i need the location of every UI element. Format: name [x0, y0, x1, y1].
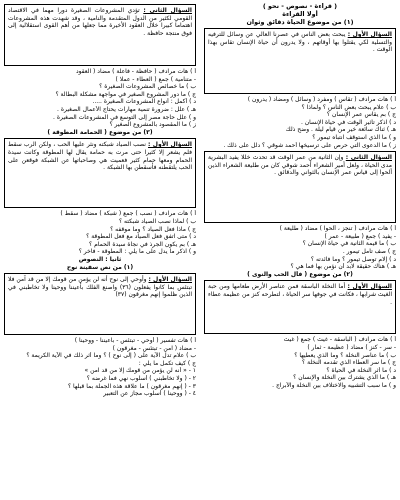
question-item: ب ) علام تدل الآية على ( إلى نوح ) ؟ وما أثر ذلك في الآية الكريمة ؟ — [26, 352, 196, 360]
question-item: هـ ) ما الذي يشترك بين النخلة والإنسان ؟ — [293, 374, 396, 382]
question-item: و ) علل حاجة مصر إلى التوسع في المشروعات الصغيرة . — [53, 113, 196, 121]
question-item: ج ) صف تأمل تيمور . — [342, 247, 396, 255]
question-box — [4, 4, 196, 66]
question-text: أما النخلة الباسقة فمن عناصر الأرض طعامها ومن حبة الغيث شرابها ، فكانت في جوفها سر الحياة ، لتطرحه كنز من عظيمة عطاء . — [208, 283, 392, 306]
question-item: - متنامية ) جمع ( العطاء - عملا ) — [115, 75, 196, 83]
question-item: ب ) لماذا نصب الصياد شبكته ؟ — [118, 217, 196, 225]
question-item: ٤ - ( ووحينا ) أسلوب مجاز عن التعبير — [103, 390, 196, 398]
question-item: هـ ) هناك حقيقة لابد أن نؤمن بها فما هي ؟ — [290, 263, 396, 271]
question-item: د ) ما أثر النخلة في الحياة ؟ — [326, 366, 396, 374]
question-item: هـ ) بم يكون الجرذ في نجاة سيدة الحمام ؟ — [88, 240, 196, 248]
question-item: ب ) ما عناصر النخلة ؟ وما الذي يعطيها ؟ — [294, 351, 396, 359]
question-item: أ ) هات مرادف ( تنجز ، ألحوا ) مضاد ( طليعة ) — [279, 225, 396, 233]
question-item: ب ) ما قيمة الثانية في حياة الإنسان ؟ — [302, 240, 396, 248]
question-text: نصب الصياد شبكته ونثر عليها الحب ، ولكن الرب سقط فلم يشعر إلا كثيرا حتى مرت به حمامة يقال لها المطوقة وكانت سيدة الحمام ومعها حمام كثير فعميت هي وصاحباتها عن الشبكة فوقعن على الحب يلتقطنه فأسقطن بها الشبكة . — [8, 141, 192, 172]
question-item: د ) متى اتفق فعل الصياد مع فعل المطوقة ؟ — [86, 233, 196, 241]
left-column — [4, 2, 196, 398]
topic-heading: (٣) من موضوع ( الحمامة المطوقة ) — [47, 128, 153, 136]
question-item: ج ) ما سر العطاء الذي تقدمه النخلة ؟ — [301, 359, 396, 367]
right-column — [204, 2, 396, 389]
question-label: السؤال الأول : — [347, 283, 392, 291]
question-item: أ ) هات مرادف ( تقاس ) ومفرد ( وسائل ) ومضاد ( يدرون ) — [247, 96, 396, 103]
question-item: و ) ما الذي استوقف انتباه تيمور ؟ — [312, 133, 396, 141]
question-item: د ) اذكر تأثير الوقت في حياة الإنسان . — [300, 118, 396, 126]
question-text: يبحث بعض الناس في عصرنا العالي عن وسائل للترفيه والتسلية لكي يقتلوا بها أوقاتهم ، ولا يدرون أن حياة الإنسان تقاس بهذا الوقت . — [208, 31, 392, 54]
section-heading: ( قراءة - نصوص - نحو ) — [262, 2, 338, 10]
question-item: هـ ) ثناك سائعة خير من قيام ليلة . وضح ذلك — [285, 126, 396, 134]
section-heading: أولا القراءة — [282, 10, 318, 18]
question-text: تؤدي المشروعات الصغيرة دورا مهما في الاقتصاد القومي لكثير من الدول المتقدمة والنامية ، وقد شهدت هذه المشروعات اهتماما كبيرا خلال العقود الأخيرة مما جعلها من أهم القوى استقلالية إلى فوق منتجة حافظة . — [8, 7, 192, 37]
question-item: ز ) ما الدعوى التي حرص على ترسيخها أحمد شوقي ؟ دلل على ذلك . — [223, 141, 396, 149]
question-item: و ) ما سبب التشبيه والاختلاف بين النخلة والأبراج . — [272, 381, 396, 389]
question-item: - مضاد ( آمن - تبتئس - مغرقون ) — [112, 344, 196, 352]
question-box — [204, 280, 396, 334]
question-label: السؤال الثاني : — [143, 7, 192, 14]
question-item: ٢ - ( ولا تخاطبني ) أسلوب نهي فما غرضه ؟ — [86, 375, 196, 383]
question-item: أ ) هات مرادف ( حافظة - فاعلة ) مضاد ( العقود — [75, 68, 196, 75]
question-text: وأوحي إلى نوح أنه لن يؤمن من قومك إلا من قد آمن فلا تبتئس بما كانوا يفعلون (٣٦) واصنع الفلك بأعيننا ووحينا ولا تخاطبني في الذين ظلموا إنهم مغرقون (٣٧) — [8, 276, 192, 299]
question-label: السؤال الأول : — [347, 31, 392, 38]
question-label: السؤال الأول : — [148, 141, 192, 149]
question-label: السؤال الثاني : — [345, 154, 392, 162]
question-box — [204, 151, 396, 223]
question-item: ب ) ما خصائص المشروعات الصغيرة ؟ — [99, 83, 196, 91]
question-item: ج ) ما دور المشروع الصغير في مواجهة مشكلة البطالة ؟ — [55, 90, 196, 98]
topic-heading: (٢) من موضوع ( فأل الحب والنوى ) — [247, 270, 353, 278]
question-text: وإن الثانية من عمر الوقت قد تحدث خللا يفيد البشرية مدى الحياة ، ولعل أمير الشعراء أحمد شوقي كان من طليعة الشعراء الذين ألحوا إلى قياس عمر الإنسان بالثواني والدقائق . — [208, 154, 392, 177]
question-item: ج ) كيف تكمل ما يلي : — [138, 359, 196, 367]
question-item: ج ) ماذا فعل الصياد ؟ وما موقفه ؟ — [110, 225, 196, 233]
question-item: ج ) بم يقاس عمر الإنسان ؟ — [326, 111, 396, 119]
topic-heading: (١) من نص سفينة نوح — [66, 263, 134, 271]
question-item: - يفيد ) جمع ( طبيعة - عمر ) — [324, 232, 396, 240]
question-item: ز ) ما المقصود بالمشروع الصغير ؟ — [109, 121, 196, 129]
section-heading: ثانيا : النصوص — [78, 255, 122, 263]
question-label: السؤال الأول : — [148, 276, 192, 284]
question-item: هـ ) علل : ضرورة تنمية مهارات يحتاج الأعمال الصغيرة . — [57, 105, 196, 113]
question-box — [4, 138, 196, 208]
question-item: أ ) هات تفسير ( أوحي - تبتئس - بأعيننا - ووحينا ) — [74, 337, 196, 345]
question-item: - سر - كنز ) مضاد ( عظيمة - ثمار ) — [307, 343, 396, 351]
question-item: أ ) هات مرادف ( نصب ) جمع ( شبكة ) مضاد ( سقط ) — [60, 210, 196, 218]
question-item: ١ - « أنه لن يؤمن من قومك إلا من قد آمن » — [84, 367, 196, 375]
question-item: أ ) هات مرادف ( الباسقة - غيث ) جمع ( غيث — [283, 336, 396, 344]
question-item: و ) اذكر ما يدل على ما يلي : المطوقة - فاخر ؟ — [78, 248, 196, 256]
question-item: ٣ - ( إنهم مغرقون ) ما علاقة هذه الجملة بما قبلها ؟ — [67, 382, 196, 390]
topic-heading: (١) من موضوع الحياة دقائق وثوان — [246, 18, 354, 26]
question-box — [4, 273, 196, 335]
question-item: د ) أكمل : أنواع المشروعات الصغيرة ..... — [92, 98, 196, 106]
question-box — [204, 28, 396, 94]
question-item: د ) إلام توصل تيمور ؟ وما فائدته ؟ — [310, 255, 396, 263]
question-item: ب ) علام يبحث بعض الناس ؟ ولماذا ؟ — [301, 103, 396, 111]
